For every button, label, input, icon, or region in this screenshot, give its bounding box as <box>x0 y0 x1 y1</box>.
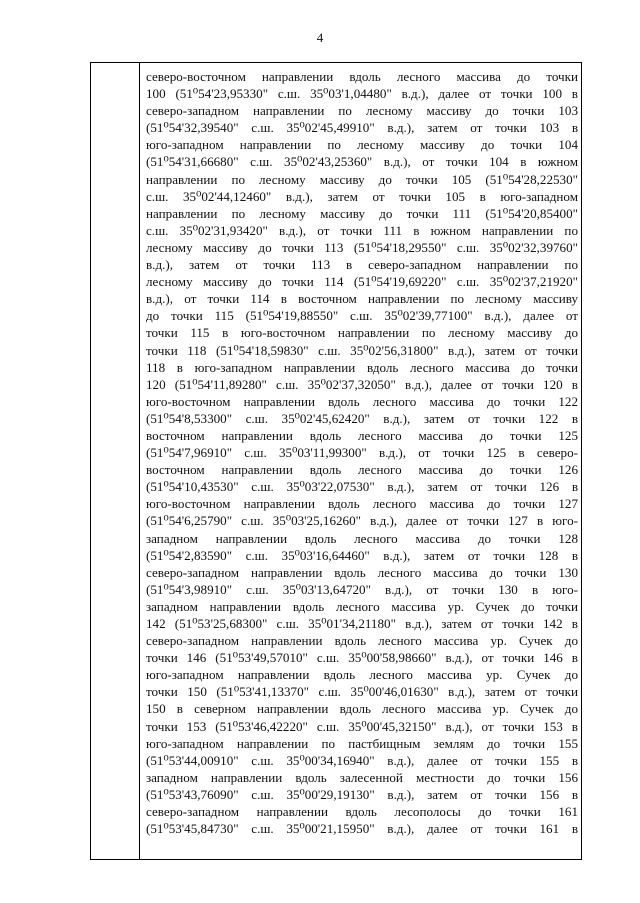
text-line: западном направлении вдоль залесенной местности до точки 156 <box>146 769 578 785</box>
text-line: 150 в северном направлении вдоль лесного массива ур. Сучек до <box>146 701 578 717</box>
text-line: (51⁰54'8,53300" с.ш. 35⁰02'45,62420" в.д.), затем от точки 122 в <box>146 410 578 426</box>
text-line: западном направлении вдоль лесного массива ур. Сучек до точки <box>146 598 578 614</box>
text-line: (51⁰54'31,66680" с.ш. 35⁰02'43,25360" в.д.), от точки 104 в южном <box>146 154 578 170</box>
text-line: северо-западном направлении вдоль лесополосы до точки 161 <box>146 804 578 820</box>
text-line: (51⁰54'6,25790" с.ш. 35⁰03'25,16260" в.д.), далее от точки 127 в юго- <box>146 513 578 529</box>
text-line: восточном направлении вдоль лесного массива до точки 126 <box>146 462 578 478</box>
text-line: (51⁰53'45,84730" с.ш. 35⁰00'21,15950" в.д.), далее от точки 161 в <box>146 821 578 837</box>
text-line: 120 (51⁰54'11,89280" с.ш. 35⁰02'37,32050" в.д.), далее от точки 120 в <box>146 376 578 392</box>
page-number: 4 <box>316 30 324 45</box>
text-line: северо-западном направлении вдоль лесного массива до точки 130 <box>146 564 578 580</box>
text-line: в.д.), затем от точки 113 в северо-западном направлении по <box>146 257 578 273</box>
text-line: (51⁰54'10,43530" с.ш. 35⁰03'22,07530" в.д.), затем от точки 126 в <box>146 479 578 495</box>
table-left-cell <box>91 63 140 859</box>
text-line: юго-восточном направлении вдоль лесного массива до точки 127 <box>146 496 578 512</box>
text-line: точки 118 (51⁰54'18,59830" с.ш. 35⁰02'56,31800" в.д.), затем от точки <box>146 342 578 358</box>
text-line: западном направлении вдоль лесного массива до точки 128 <box>146 530 578 546</box>
text-line: 118 в юго-западном направлении вдоль лесного массива до точки <box>146 359 578 375</box>
text-line: (51⁰54'32,39540" с.ш. 35⁰02'45,49910" в.д.), затем от точки 103 в <box>146 120 578 136</box>
table-text-cell <box>140 63 581 859</box>
text-line: (51⁰54'7,96910" с.ш. 35⁰03'11,99300" в.д.), от точки 125 в северо- <box>146 445 578 461</box>
text-line: северо-восточном направлении вдоль лесного массива до точки <box>146 69 578 84</box>
text-line: 100 (51⁰54'23,95330" с.ш. 35⁰03'1,04480" в.д.), далее от точки 100 в <box>146 86 578 102</box>
text-line: точки 150 (51⁰53'41,13370" с.ш. 35⁰00'46,01630" в.д.), затем от точки <box>146 684 578 700</box>
text-line: с.ш. 35⁰02'44,12460" в.д.), затем от точки 105 в юго-западном <box>146 188 578 204</box>
text-line: юго-западном направлении по лесному массиву до точки 104 <box>146 137 578 153</box>
text-line: 142 (51⁰53'25,68300" с.ш. 35⁰01'34,21180" в.д.), затем от точки 142 в <box>146 616 578 631</box>
text-line: лесному массиву до точки 114 (51⁰54'19,69220" с.ш. 35⁰02'37,21920" <box>146 274 578 290</box>
text-line: (51⁰53'43,76090" с.ш. 35⁰00'29,19130" в.д.), затем от точки 156 в <box>146 786 578 802</box>
text-line: до точки 115 (51⁰54'19,88550" с.ш. 35⁰02'39,77100" в.д.), далее от <box>146 308 578 324</box>
text-line: с.ш. 35⁰02'31,93420" в.д.), от точки 111 в южном направлении по <box>146 222 578 238</box>
text-line: точки 153 (51⁰53'46,42220" с.ш. 35⁰00'45,32150" в.д.), от точки 153 в <box>146 718 578 734</box>
text-line: (51⁰53'44,00910" с.ш. 35⁰00'34,16940" в.д.), далее от точки 155 в <box>146 752 578 768</box>
text-line: восточном направлении вдоль лесного массива до точки 125 <box>146 427 578 443</box>
text-line: направлении по лесному массиву до точки 105 (51⁰54'28,22530" <box>146 171 578 187</box>
text-line: в.д.), от точки 114 в восточном направлении по лесному массиву <box>146 291 578 307</box>
text-line: северо-западном направлении по лесному массиву до точки 103 <box>146 103 578 119</box>
text-line: (51⁰54'3,98910" с.ш. 35⁰03'13,64720" в.д.), от точки 130 в юго- <box>146 581 578 597</box>
text-line: точки 146 (51⁰53'49,57010" с.ш. 35⁰00'58,98660" в.д.), от точки 146 в <box>146 650 578 666</box>
text-line: точки 115 в юго-восточном направлении по лесному массиву до <box>146 325 578 341</box>
text-line: юго-восточном направлении вдоль лесного массива до точки 122 <box>146 393 578 409</box>
text-line: (51⁰54'2,83590" с.ш. 35⁰03'16,64460" в.д.), затем от точки 128 в <box>146 547 578 563</box>
text-line: лесному массиву до точки 113 (51⁰54'18,29550" с.ш. 35⁰02'32,39760" <box>146 239 578 255</box>
document-table <box>90 62 582 860</box>
text-line: юго-западном направлении по пастбищным землям до точки 155 <box>146 735 578 751</box>
text-line: юго-западном направлении вдоль лесного массива ур. Сучек до <box>146 667 578 683</box>
text-line: направлении по лесному массиву до точки 111 (51⁰54'20,85400" <box>146 205 578 221</box>
text-line: северо-западном направлении вдоль лесного массива ур. Сучек до <box>146 633 578 649</box>
